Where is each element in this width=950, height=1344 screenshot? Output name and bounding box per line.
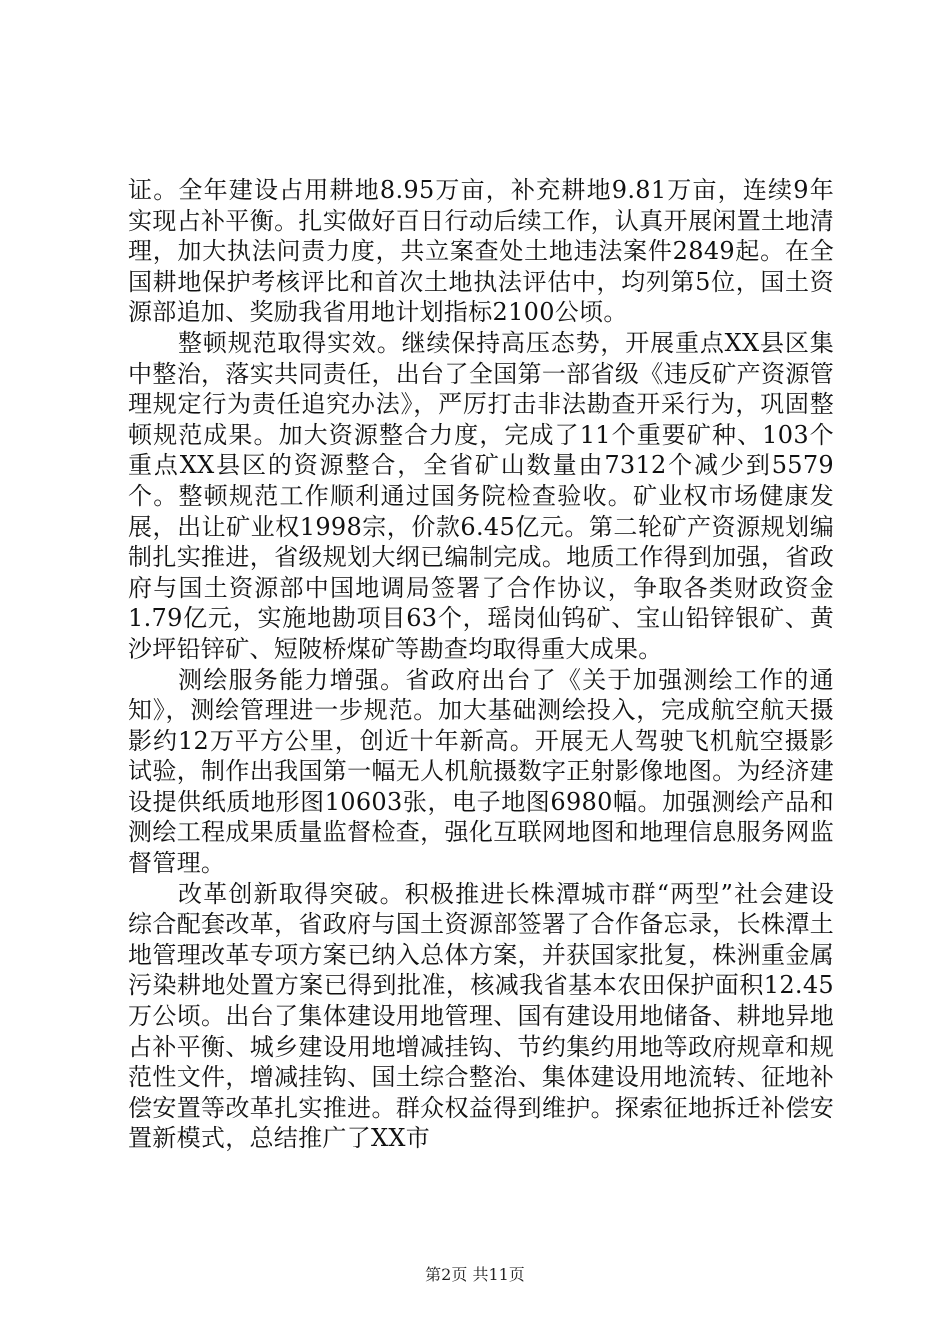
document-body xyxy=(128,175,834,1154)
paragraph-rectification: 整顿规范取得实效。继续保持高压态势，开展重点XX县区集中整治，落实共同责任，出台了全国第一部省级《违反矿产资源管理规定行为责任追究办法》，严厉打击非法勘查开采行为，巩固整顿规范成果。加大资源整合力度，完成了11个重要矿种、103个重点XX县区的资源整合，全省矿山数量由7312个减少到5579个。整顿规范工作顺利通过国务院检查验收。矿业权市场健康发展，出让矿业权1998宗，价款6.45亿元。第二轮矿产资源规划编制扎实推进，省级规划大纲已编制完成。地质工作得到加强，省政府与国土资源部中国地调局签署了合作协议，争取各类财政资金1.79亿元，实施地勘项目63个，瑶岗仙钨矿、宝山铅锌银矿、黄沙坪铅锌矿、短陂桥煤矿等勘查均取得重大成果。 xyxy=(128,328,834,663)
paragraph-continued: 证。全年建设占用耕地8.95万亩，补充耕地9.81万亩，连续9年实现占补平衡。扎实做好百日行动后续工作，认真开展闲置土地清理，加大执法问责力度，共立案查处土地违法案件2849起。在全国耕地保护考核评比和首次土地执法评估中，均列第5位，国土资源部追加、奖励我省用地计划指标2100公顷。 xyxy=(128,176,834,327)
paragraph-reform: 改革创新取得突破。积极推进长株潭城市群“两型”社会建设综合配套改革，省政府与国土资源部签署了合作备忘录，长株潭土地管理改革专项方案已纳入总体方案，并获国家批复，株洲重金属污染耕地处置方案已得到批准，核减我省基本农田保护面积12.45万公顷。出台了集体建设用地管理、国有建设用地储备、耕地异地占补平衡、城乡建设用地增减挂钩、节约集约用地等政府规章和规范性文件，增减挂钩、国土综合整治、集体建设用地流转、征地补偿安置等改革扎实推进。群众权益得到维护。探索征地拆迁补偿安置新模式，总结推广了XX市 xyxy=(128,879,834,1153)
paragraph-surveying: 测绘服务能力增强。省政府出台了《关于加强测绘工作的通知》，测绘管理进一步规范。加大基础测绘投入，完成航空航天摄影约12万平方公里，创近十年新高。开展无人驾驶飞机航空摄影试验，制作出我国第一幅无人机航摄数字正射影像地图。为经济建设提供纸质地形图10603张，电子地图6980幅。加强测绘产品和测绘工程成果质量监督检查，强化互联网地图和地理信息服务网监督管理。 xyxy=(128,665,834,878)
page-footer: 第2页 共11页 xyxy=(425,1265,525,1284)
